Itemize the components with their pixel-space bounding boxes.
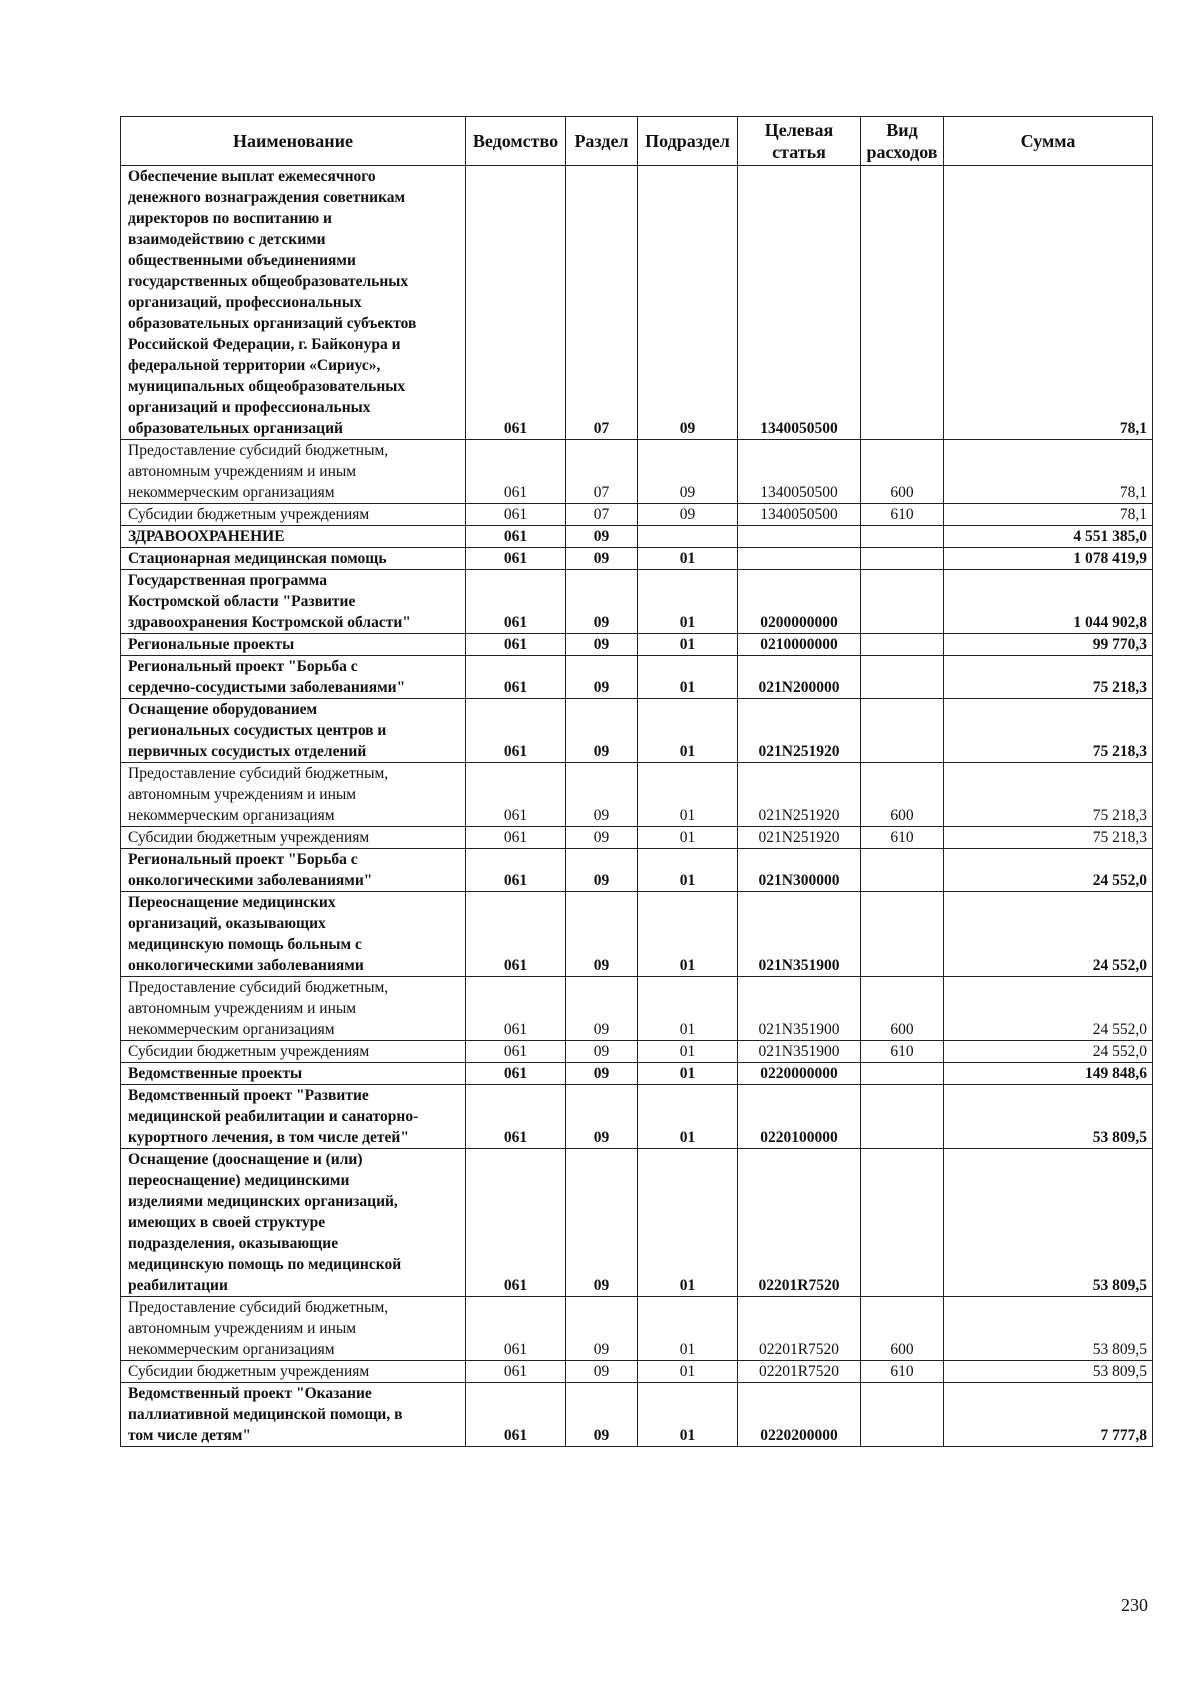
- cell-summa: 53 809,5: [944, 1297, 1153, 1361]
- cell-podrazdel: 01: [638, 699, 738, 763]
- table-body: [121, 166, 1153, 1447]
- cell-razdel: 09: [566, 656, 638, 699]
- table-row: [121, 1361, 1153, 1383]
- cell-vid-rashodov: 610: [861, 1041, 944, 1063]
- cell-vedomstvo: 061: [466, 1361, 566, 1383]
- cell-razdel: 09: [566, 827, 638, 849]
- table-row: [121, 1041, 1153, 1063]
- cell-celevaya-statya: 02201R7520: [738, 1149, 861, 1297]
- cell-vid-rashodov: 610: [861, 504, 944, 526]
- cell-podrazdel: 01: [638, 1361, 738, 1383]
- cell-name: Ведомственный проект "Оказание паллиативной медицинской помощи, в том числе детям": [121, 1383, 466, 1447]
- cell-vedomstvo: 061: [466, 504, 566, 526]
- cell-razdel: 09: [566, 699, 638, 763]
- cell-razdel: 09: [566, 849, 638, 892]
- cell-name: Региональный проект "Борьба с сердечно-сосудистыми заболеваниями": [121, 656, 466, 699]
- cell-celevaya-statya: 1340050500: [738, 166, 861, 440]
- header-vid-rashodov: Вид расходов: [861, 117, 944, 166]
- cell-razdel: 09: [566, 977, 638, 1041]
- table-row: [121, 656, 1153, 699]
- header-celevaya-statya: Целевая статья: [738, 117, 861, 166]
- cell-podrazdel: 01: [638, 570, 738, 634]
- cell-vedomstvo: 061: [466, 1085, 566, 1149]
- cell-name: Предоставление субсидий бюджетным, автономным учреждениям и иным некоммерческим организациям: [121, 977, 466, 1041]
- cell-vedomstvo: 061: [466, 827, 566, 849]
- cell-razdel: 09: [566, 1085, 638, 1149]
- cell-vid-rashodov: 600: [861, 763, 944, 827]
- cell-celevaya-statya: 1340050500: [738, 440, 861, 504]
- table-row: [121, 827, 1153, 849]
- cell-summa: 149 848,6: [944, 1063, 1153, 1085]
- cell-vedomstvo: 061: [466, 548, 566, 570]
- cell-vid-rashodov: [861, 548, 944, 570]
- cell-razdel: 07: [566, 504, 638, 526]
- cell-name: Субсидии бюджетным учреждениям: [121, 1041, 466, 1063]
- cell-celevaya-statya: 021N251920: [738, 763, 861, 827]
- cell-summa: 24 552,0: [944, 1041, 1153, 1063]
- cell-podrazdel: 01: [638, 763, 738, 827]
- cell-summa: 24 552,0: [944, 849, 1153, 892]
- cell-celevaya-statya: 02201R7520: [738, 1297, 861, 1361]
- cell-summa: 53 809,5: [944, 1085, 1153, 1149]
- cell-celevaya-statya: 02201R7520: [738, 1361, 861, 1383]
- cell-vedomstvo: 061: [466, 440, 566, 504]
- table-row: [121, 1063, 1153, 1085]
- cell-podrazdel: 01: [638, 849, 738, 892]
- header-summa: Сумма: [944, 117, 1153, 166]
- cell-podrazdel: 01: [638, 1063, 738, 1085]
- cell-celevaya-statya: 021N251920: [738, 827, 861, 849]
- cell-name: Субсидии бюджетным учреждениям: [121, 827, 466, 849]
- cell-vid-rashodov: [861, 1149, 944, 1297]
- cell-vid-rashodov: [861, 570, 944, 634]
- cell-vedomstvo: 061: [466, 1041, 566, 1063]
- cell-name: Оснащение оборудованием региональных сосудистых центров и первичных сосудистых отделений: [121, 699, 466, 763]
- table-row: [121, 1297, 1153, 1361]
- table-row: [121, 977, 1153, 1041]
- cell-celevaya-statya: [738, 526, 861, 548]
- cell-vid-rashodov: [861, 892, 944, 977]
- cell-summa: 99 770,3: [944, 634, 1153, 656]
- cell-vid-rashodov: 600: [861, 977, 944, 1041]
- cell-vid-rashodov: [861, 634, 944, 656]
- cell-podrazdel: 01: [638, 1297, 738, 1361]
- cell-summa: 78,1: [944, 504, 1153, 526]
- cell-name: Государственная программа Костромской области "Развитие здравоохранения Костромской области": [121, 570, 466, 634]
- table-row: [121, 849, 1153, 892]
- cell-summa: 78,1: [944, 440, 1153, 504]
- table-row: [121, 763, 1153, 827]
- cell-summa: 4 551 385,0: [944, 526, 1153, 548]
- cell-podrazdel: 09: [638, 440, 738, 504]
- header-name: Наименование: [121, 117, 466, 166]
- cell-celevaya-statya: 021N351900: [738, 892, 861, 977]
- cell-podrazdel: 09: [638, 166, 738, 440]
- cell-podrazdel: 09: [638, 504, 738, 526]
- cell-razdel: 09: [566, 763, 638, 827]
- cell-razdel: 07: [566, 166, 638, 440]
- cell-vedomstvo: 061: [466, 1297, 566, 1361]
- table-row: [121, 892, 1153, 977]
- table-header-row: [121, 117, 1153, 166]
- cell-vedomstvo: 061: [466, 1383, 566, 1447]
- cell-vedomstvo: 061: [466, 656, 566, 699]
- cell-summa: 7 777,8: [944, 1383, 1153, 1447]
- cell-name: Субсидии бюджетным учреждениям: [121, 1361, 466, 1383]
- cell-podrazdel: 01: [638, 1085, 738, 1149]
- cell-celevaya-statya: 1340050500: [738, 504, 861, 526]
- cell-celevaya-statya: 021N351900: [738, 1041, 861, 1063]
- cell-vedomstvo: 061: [466, 166, 566, 440]
- cell-vid-rashodov: [861, 1085, 944, 1149]
- table-row: [121, 1085, 1153, 1149]
- table-row: [121, 166, 1153, 440]
- cell-podrazdel: [638, 526, 738, 548]
- cell-summa: 24 552,0: [944, 977, 1153, 1041]
- cell-celevaya-statya: 0220100000: [738, 1085, 861, 1149]
- cell-summa: 75 218,3: [944, 827, 1153, 849]
- cell-celevaya-statya: 0210000000: [738, 634, 861, 656]
- table-row: [121, 634, 1153, 656]
- cell-podrazdel: 01: [638, 634, 738, 656]
- cell-vedomstvo: 061: [466, 634, 566, 656]
- cell-razdel: 09: [566, 1041, 638, 1063]
- cell-vedomstvo: 061: [466, 699, 566, 763]
- cell-podrazdel: 01: [638, 1041, 738, 1063]
- cell-vid-rashodov: [861, 699, 944, 763]
- cell-podrazdel: 01: [638, 1149, 738, 1297]
- cell-podrazdel: 01: [638, 977, 738, 1041]
- cell-razdel: 09: [566, 570, 638, 634]
- cell-celevaya-statya: 0220200000: [738, 1383, 861, 1447]
- cell-razdel: 07: [566, 440, 638, 504]
- cell-summa: 24 552,0: [944, 892, 1153, 977]
- cell-vid-rashodov: 610: [861, 1361, 944, 1383]
- cell-vid-rashodov: [861, 849, 944, 892]
- cell-name: Стационарная медицинская помощь: [121, 548, 466, 570]
- cell-celevaya-statya: 021N300000: [738, 849, 861, 892]
- cell-razdel: 09: [566, 548, 638, 570]
- cell-celevaya-statya: 0200000000: [738, 570, 861, 634]
- cell-vedomstvo: 061: [466, 526, 566, 548]
- cell-vid-rashodov: 600: [861, 1297, 944, 1361]
- cell-name: Переоснащение медицинских организаций, оказывающих медицинскую помощь больным с онкологическими заболеваниями: [121, 892, 466, 977]
- cell-summa: 1 044 902,8: [944, 570, 1153, 634]
- cell-name: Предоставление субсидий бюджетным, автономным учреждениям и иным некоммерческим организациям: [121, 763, 466, 827]
- cell-podrazdel: 01: [638, 892, 738, 977]
- cell-vedomstvo: 061: [466, 892, 566, 977]
- cell-vid-rashodov: 600: [861, 440, 944, 504]
- cell-vedomstvo: 061: [466, 977, 566, 1041]
- cell-vedomstvo: 061: [466, 1063, 566, 1085]
- cell-celevaya-statya: 021N351900: [738, 977, 861, 1041]
- table-row: [121, 1383, 1153, 1447]
- cell-name: Ведомственные проекты: [121, 1063, 466, 1085]
- cell-podrazdel: 01: [638, 548, 738, 570]
- cell-vid-rashodov: [861, 1383, 944, 1447]
- page-number: 230: [1121, 1595, 1148, 1615]
- cell-razdel: 09: [566, 1297, 638, 1361]
- table-row: [121, 526, 1153, 548]
- budget-table: [120, 116, 1153, 1447]
- table-row: [121, 504, 1153, 526]
- cell-vid-rashodov: [861, 166, 944, 440]
- cell-razdel: 09: [566, 892, 638, 977]
- cell-name: Предоставление субсидий бюджетным, автономным учреждениям и иным некоммерческим организациям: [121, 440, 466, 504]
- cell-razdel: 09: [566, 1149, 638, 1297]
- cell-podrazdel: 01: [638, 827, 738, 849]
- cell-celevaya-statya: 021N200000: [738, 656, 861, 699]
- cell-summa: 1 078 419,9: [944, 548, 1153, 570]
- cell-razdel: 09: [566, 526, 638, 548]
- table-row: [121, 699, 1153, 763]
- cell-name: Обеспечение выплат ежемесячного денежного вознаграждения советникам директоров по воспитанию и взаимодействию с детскими общественными объединениями государственных общеобразовательных организаций, профессиональных образовательных организаций субъектов Российской Федерации, г. Байконура и федеральной территории «Сириус», муниципальных общеобразовательных организаций и профессиональных образовательных организаций: [121, 166, 466, 440]
- cell-summa: 75 218,3: [944, 699, 1153, 763]
- cell-vid-rashodov: 610: [861, 827, 944, 849]
- cell-name: Региональный проект "Борьба с онкологическими заболеваниями": [121, 849, 466, 892]
- cell-summa: 78,1: [944, 166, 1153, 440]
- cell-vid-rashodov: [861, 1063, 944, 1085]
- cell-celevaya-statya: 021N251920: [738, 699, 861, 763]
- cell-name: Ведомственный проект "Развитие медицинской реабилитации и санаторно- курортного лечения, в том числе детей": [121, 1085, 466, 1149]
- cell-razdel: 09: [566, 1383, 638, 1447]
- cell-podrazdel: 01: [638, 1383, 738, 1447]
- cell-vedomstvo: 061: [466, 763, 566, 827]
- cell-name: Оснащение (дооснащение и (или) переоснащение) медицинскими изделиями медицинских организаций, имеющих в своей структуре подразделения, оказывающие медицинскую помощь по медицинской реабилитации: [121, 1149, 466, 1297]
- cell-razdel: 09: [566, 1361, 638, 1383]
- cell-name: Региональные проекты: [121, 634, 466, 656]
- cell-razdel: 09: [566, 634, 638, 656]
- cell-vid-rashodov: [861, 656, 944, 699]
- table-row: [121, 570, 1153, 634]
- header-podrazdel: Подраздел: [638, 117, 738, 166]
- cell-razdel: 09: [566, 1063, 638, 1085]
- cell-summa: 53 809,5: [944, 1361, 1153, 1383]
- cell-name: Субсидии бюджетным учреждениям: [121, 504, 466, 526]
- table-row: [121, 548, 1153, 570]
- cell-celevaya-statya: 0220000000: [738, 1063, 861, 1085]
- table-row: [121, 440, 1153, 504]
- cell-name: ЗДРАВООХРАНЕНИЕ: [121, 526, 466, 548]
- header-vedomstvo: Ведомство: [466, 117, 566, 166]
- cell-vid-rashodov: [861, 526, 944, 548]
- table-row: [121, 1149, 1153, 1297]
- cell-celevaya-statya: [738, 548, 861, 570]
- cell-name: Предоставление субсидий бюджетным, автономным учреждениям и иным некоммерческим организациям: [121, 1297, 466, 1361]
- cell-vedomstvo: 061: [466, 1149, 566, 1297]
- header-razdel: Раздел: [566, 117, 638, 166]
- cell-podrazdel: 01: [638, 656, 738, 699]
- cell-summa: 75 218,3: [944, 656, 1153, 699]
- cell-summa: 53 809,5: [944, 1149, 1153, 1297]
- cell-vedomstvo: 061: [466, 849, 566, 892]
- cell-vedomstvo: 061: [466, 570, 566, 634]
- cell-summa: 75 218,3: [944, 763, 1153, 827]
